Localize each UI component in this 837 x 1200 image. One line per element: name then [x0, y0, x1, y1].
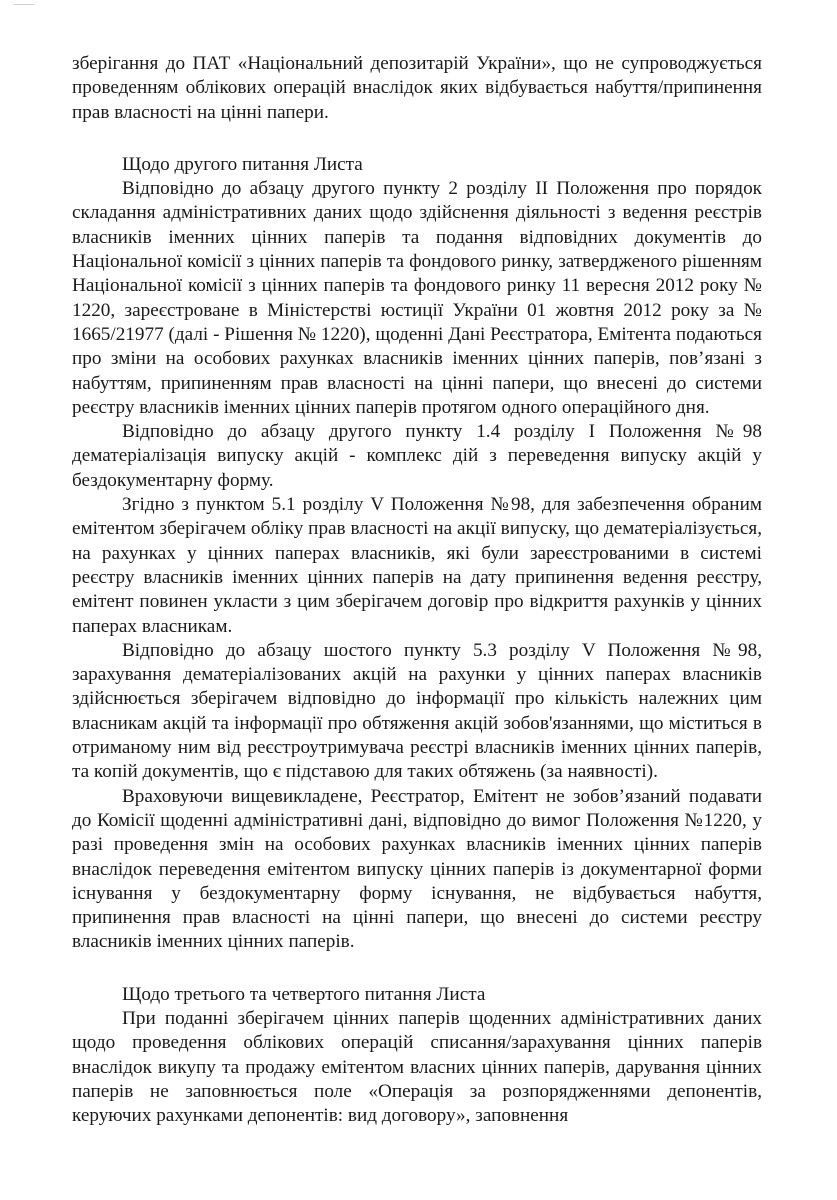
paragraph-punkt-5-1: Згідно з пунктом 5.1 розділу V Положення №98, для забезпечення обраним емітентом зберігачем обліку прав власності на акції випуску, що дематеріалізується, на рахунках у цінних паперах власників, які були зареєстрованими в системі реєстру власників іменних цінних паперів на дату припинення ведення реєстру, емітент повинен укласти з цим зберігачем договір про відкриття рахунків у цінних паперах власникам.	[72, 494, 762, 637]
paragraph-rishennia-1220: Відповідно до абзацу другого пункту 2 розділу ІІ Положення про порядок складання адміністративних даних щодо здійснення діяльності з ведення реєстрів власників іменних цінних паперів та подання відповідних документів до Національної комісії з цінних паперів та фондового ринку, затвердженого рішенням Національної комісії з цінних паперів та фондового ринку 11 вересня 2012 року № 1220, зареєстроване в Міністерстві юстиції України 01 жовтня 2012 року за № 1665/21977 (далі - Рішення № 1220), щоденні Дані Реєстратора, Емітента подаються про зміни на особових рахунках власників іменних цінних паперів, пов’язані з набуттям, припиненням прав власності на цінні папери, що внесені до системи реєстру власників іменних цінних паперів протягом одного операційного дня.	[72, 178, 762, 418]
document-body	[72, 52, 762, 1128]
section-heading-second-question: Щодо другого питання Листа	[122, 153, 363, 175]
section-heading-third-fourth-question: Щодо третього та четвертого питання Листа	[122, 983, 486, 1005]
paragraph-punkt-5-3: Відповідно до абзацу шостого пункту 5.3 розділу V Положення №98, зарахування дематеріалізованих акцій на рахунки у цінних паперах власників здійснюється зберігачем відповідно до інформації про кількість належних цим власникам акцій та інформації про обтяження акцій зобов'язаннями, що міститься в отриманому ним від реєстроутримувача реєстрі власників іменних цінних паперів, та копій документів, що є підставою для таких обтяжень (за наявності).	[72, 639, 762, 783]
scan-corner-mark	[14, 4, 34, 11]
paragraph-conclusion: Враховуючи вищевикладене, Реєстратор, Емітент не зобов’язаний подавати до Комісії щоденні адміністративні дані, відповідно до вимог Положення №1220, у разі проведення змін на особових рахунках власників іменних цінних паперів внаслідок переведення емітентом випуску цінних паперів із документарної форми існування у бездокументарну форму існування, не відбувається набуття, припинення прав власності на цінні папери, що внесені до системи реєстру власників іменних цінних паперів.	[72, 785, 762, 953]
paragraph-continuation: зберігання до ПАТ «Національний депозитарій України», що не супроводжується проведенням облікових операцій внаслідок яких відбувається набуття/припинення прав власності на цінні папери.	[72, 53, 762, 123]
paragraph-custodian-reporting: При поданні зберігачем цінних паперів щоденних адміністративних даних щодо проведення облікових операцій списання/зарахування цінних паперів внаслідок викупу та продажу емітентом власних цінних паперів, дарування цінних паперів не заповнюється поле «Операція за розпорядженнями депонентів, керуючих рахунками депонентів: вид договору», заповнення	[72, 1007, 762, 1127]
paragraph-dematerialization-definition: Відповідно до абзацу другого пункту 1.4 розділу I Положення №98 дематеріалізація випуску акцій - комплекс дій з переведення випуску акцій у бездокументарну форму.	[72, 421, 762, 491]
